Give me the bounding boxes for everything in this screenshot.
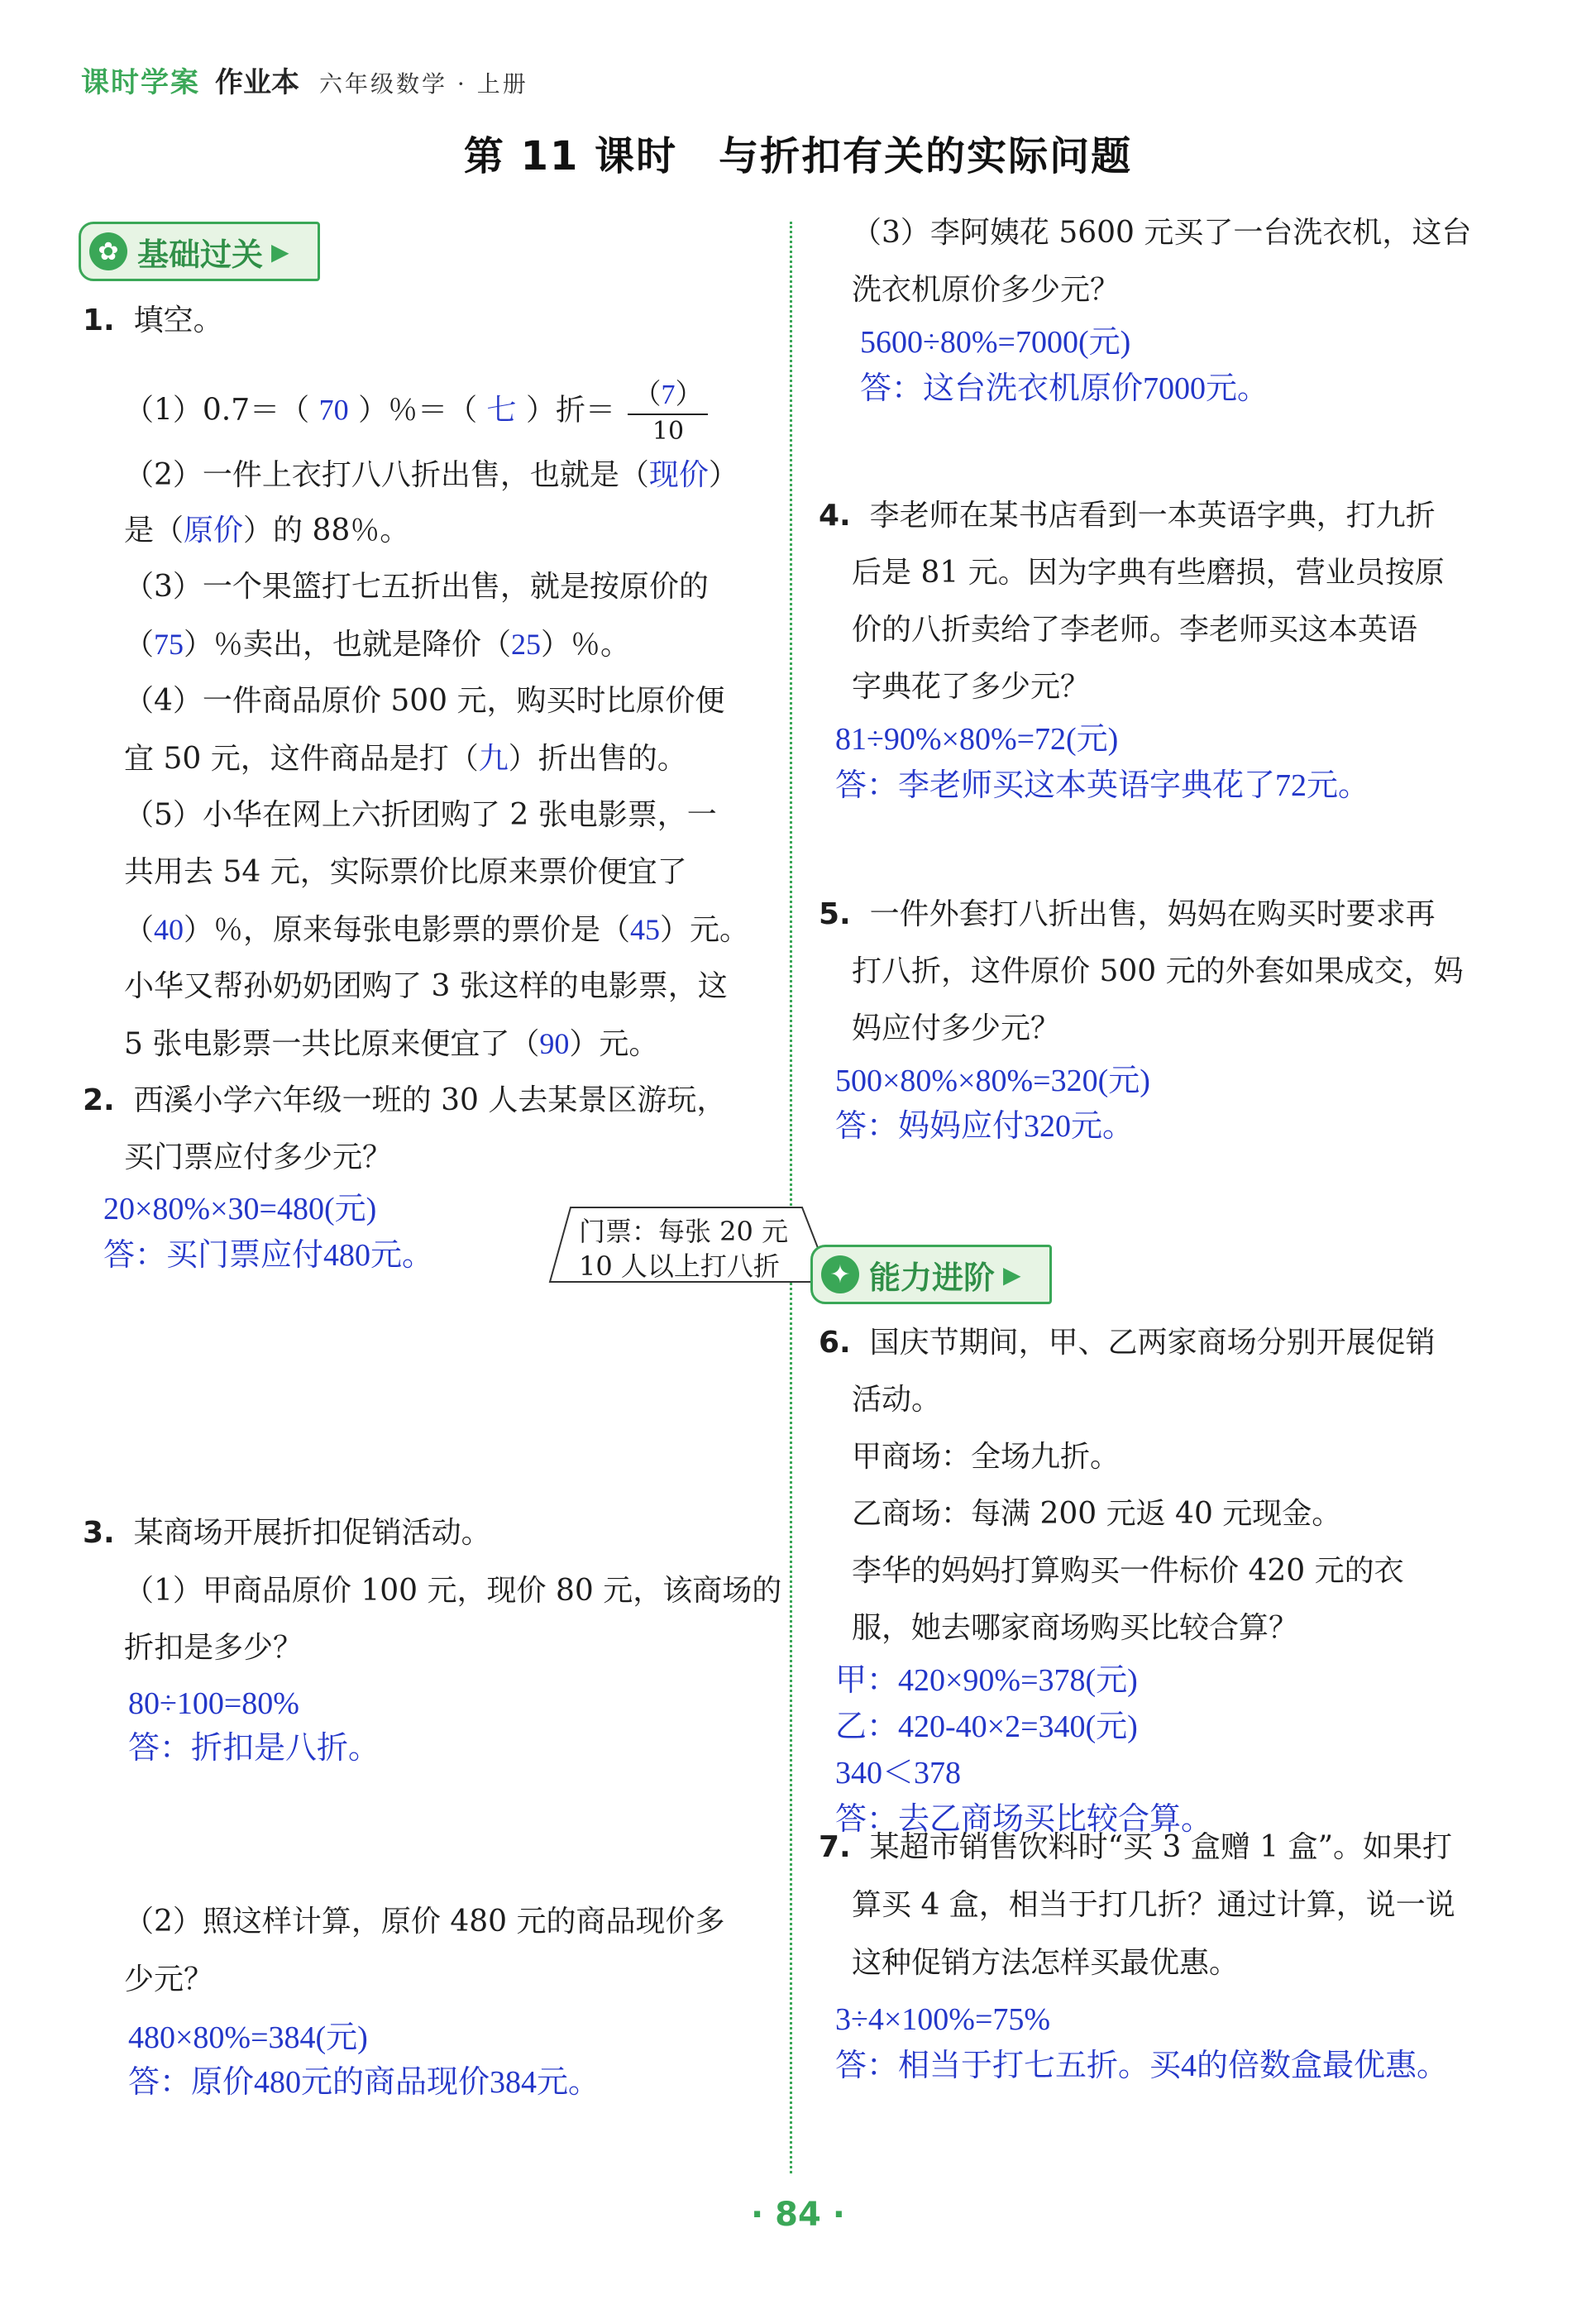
q7-line2: 算买 4 盒，相当于打几折？通过计算，说一说	[852, 1888, 1455, 1922]
runner-icon: ✦	[821, 1255, 859, 1293]
q1p2-fill-1: 现价	[648, 458, 709, 491]
page-number: · 84 ·	[751, 2196, 845, 2234]
q6-calc-2: 乙：420-40×2=340(元)	[835, 1709, 1138, 1744]
grade-label: 六年级数学 · 上册	[319, 70, 528, 98]
q1-text: 填空。	[133, 304, 223, 337]
q2-line2: 买门票应付多少元？	[124, 1140, 393, 1174]
q1-part4-line1: （4）一件商品原价 500 元，购买时比原价便	[124, 684, 725, 718]
q1p5-text-e: ）元。	[569, 1027, 659, 1061]
q1p1-fraction	[628, 376, 708, 448]
q1p2-text-c: 是（	[124, 514, 184, 547]
q1p5-text-c: ）元。	[660, 913, 750, 947]
q1p3-fill-2: 25	[511, 628, 542, 661]
q3-part3-answer: 答：这台洗衣机原价7000元。	[860, 371, 1269, 406]
q4-line1	[819, 496, 1436, 536]
q3-part1-line2: 折扣是多少？	[124, 1631, 303, 1665]
q3-part1-calc: 80÷100=80%	[128, 1686, 299, 1721]
q3-part1-line1: （1）甲商品原价 100 元，现价 80 元，该商场的	[124, 1574, 782, 1608]
q1-stem	[83, 301, 223, 341]
q1-part5-line3	[124, 910, 749, 950]
q1p5-text-a: （	[124, 913, 155, 947]
q3-stem	[83, 1513, 491, 1553]
q3-part1-answer: 答：折扣是八折。	[128, 1731, 380, 1766]
q1p1-fill-3: 7	[661, 380, 676, 410]
q6-line1	[819, 1323, 1436, 1363]
q7-answer: 答：相当于打七五折。买4的倍数盒最优惠。	[835, 2049, 1449, 2083]
q3-part3-calc: 5600÷80%=7000(元)	[860, 325, 1131, 360]
q3-part2-calc: 480×80%=384(元)	[128, 2020, 368, 2055]
q1p5-fill-3: 90	[539, 1027, 570, 1060]
q1p1-fill-2: 七	[486, 393, 517, 427]
q4-calc: 81÷90%×80%=72(元)	[835, 722, 1119, 757]
q1p5-fill-2: 45	[630, 913, 661, 946]
q1-part5-line5	[124, 1024, 658, 1064]
q6-answer: 答：去乙商场买比较合算。	[835, 1802, 1213, 1837]
section-basic	[79, 222, 320, 281]
brand-name: 课时学案	[81, 66, 200, 99]
q1p3-text-a: （	[124, 628, 155, 662]
frac-denominator: 10	[652, 417, 685, 446]
q1-part1	[124, 376, 708, 448]
q7-calc: 3÷4×100%=75%	[835, 2002, 1051, 2037]
q7-text-1: 某超市销售饮料时“买 3 盒赠 1 盒”。如果打	[869, 1830, 1453, 1864]
q3-part2-answer: 答：原价480元的商品现价384元。	[128, 2065, 600, 2100]
lesson-number: 第 11 课时	[463, 133, 678, 179]
q5-line3: 妈应付多少元？	[852, 1011, 1061, 1045]
q3-part2-line2: 少元？	[124, 1963, 214, 1996]
q1-part5-line1: （5）小华在网上六折团购了 2 张电影票，一	[124, 798, 717, 832]
q6-line6: 服，她去哪家商场购买比较合算？	[852, 1611, 1299, 1645]
q3-number: 3.	[83, 1516, 115, 1550]
q1p4-text-b: ）折出售的。	[508, 742, 687, 776]
q3-part2-line1: （2）照这样计算，原价 480 元的商品现价多	[124, 1905, 725, 1939]
q1p3-fill-1: 75	[154, 628, 184, 661]
q1-part4-line2	[124, 739, 687, 779]
book-name: 作业本	[215, 66, 299, 99]
q4-line3: 价的八折卖给了李老师。李老师买这本英语	[852, 613, 1418, 647]
q1-part5-line2: 共用去 54 元，实际票价比原来票价便宜了	[124, 855, 687, 889]
q1p3-text-c: ）％。	[541, 628, 631, 662]
q4-line4: 字典花了多少元？	[852, 670, 1091, 704]
q5-line2: 打八折，这件原价 500 元的外套如果成交，妈	[852, 954, 1464, 988]
q5-number: 5.	[819, 897, 851, 931]
q1p1-text-b: ）％＝（	[358, 393, 478, 428]
q2-calc: 20×80%×30=480(元)	[103, 1192, 377, 1226]
q6-text-1: 国庆节期间，甲、乙两家商场分别开展促销	[869, 1326, 1436, 1360]
q4-text-1: 李老师在某书店看到一本英语字典，打九折	[869, 499, 1436, 533]
frac-paren-close: ）	[675, 378, 704, 411]
section-advanced	[810, 1245, 1052, 1304]
q2-line1	[83, 1081, 726, 1121]
q5-line1	[819, 895, 1436, 935]
q6-line5: 李华的妈妈打算购买一件标价 420 元的衣	[852, 1554, 1404, 1588]
section-basic-label: 基础过关	[137, 236, 264, 273]
q3-part3-line1: （3）李阿姨花 5600 元买了一台洗衣机，这台	[852, 216, 1472, 250]
gear-icon: ✿	[89, 232, 127, 270]
ticket-line-1: 门票：每张 20 元	[579, 1216, 789, 1247]
q2-number: 2.	[83, 1083, 115, 1117]
q6-calc-1: 甲：420×90%=378(元)	[835, 1663, 1138, 1698]
q7-number: 7.	[819, 1830, 851, 1864]
q4-number: 4.	[819, 499, 851, 533]
q6-line4: 乙商场：每满 200 元返 40 元现金。	[852, 1497, 1342, 1531]
q1p5-text-b: ）％，原来每张电影票的票价是（	[184, 913, 631, 947]
q7-line1	[819, 1828, 1452, 1867]
q4-answer: 答：李老师买这本英语字典花了72元。	[835, 768, 1370, 803]
q1-part5-line4: 小华又帮孙奶奶团购了 3 张这样的电影票，这	[124, 969, 728, 1003]
q1p2-text-a: （2）一件上衣打八八折出售，也就是（	[124, 458, 649, 492]
q1-part2-line1	[124, 455, 738, 495]
ticket-line-2: 10 人以上打八折	[579, 1250, 780, 1282]
page-header	[81, 60, 528, 100]
q1p5-fill-1: 40	[154, 913, 184, 946]
q1p3-text-b: ）％卖出，也就是降价（	[184, 628, 512, 662]
q1p1-fill-1: 70	[318, 393, 349, 427]
q1p1-text-c: ）折＝	[526, 393, 616, 428]
q2-text-1: 西溪小学六年级一班的 30 人去某景区游玩，	[133, 1083, 727, 1117]
frac-paren-open: （	[633, 378, 662, 411]
q1p1-text-a: （1）0.7＝（	[124, 393, 310, 428]
q6-number: 6.	[819, 1326, 851, 1360]
q1-part2-line2	[124, 510, 409, 551]
q1p2-text-b: ）	[708, 458, 738, 492]
q5-calc: 500×80%×80%=320(元)	[835, 1064, 1150, 1098]
q1p4-text-a: 宜 50 元，这件商品是打（	[124, 742, 479, 776]
q1-number: 1.	[83, 304, 115, 337]
q5-text-1: 一件外套打八折出售，妈妈在购买时要求再	[869, 897, 1436, 931]
lesson-title	[0, 124, 1596, 181]
q1p5-text-d: 5 张电影票一共比原来便宜了（	[124, 1027, 540, 1061]
q6-line2: 活动。	[852, 1383, 942, 1417]
q1-part3-line2	[124, 624, 630, 665]
column-divider	[790, 222, 792, 2173]
q1p4-fill-1: 九	[478, 742, 509, 775]
q4-line2: 后是 81 元。因为字典有些磨损，营业员按原	[852, 556, 1445, 590]
chevron-right-icon: ▶	[271, 237, 289, 265]
q3-text: 某商场开展折扣促销活动。	[133, 1516, 491, 1550]
q2-answer: 答：买门票应付480元。	[103, 1238, 434, 1273]
q5-answer: 答：妈妈应付320元。	[835, 1109, 1135, 1144]
q3-part3-line2: 洗衣机原价多少元？	[852, 273, 1121, 307]
ticket-sign	[546, 1199, 835, 1290]
q6-calc-3: 340＜378	[835, 1756, 962, 1790]
lesson-topic: 与折扣有关的实际问题	[719, 133, 1133, 179]
q1p2-fill-2: 原价	[184, 514, 244, 547]
section-advanced-label: 能力进阶	[869, 1259, 996, 1296]
q1-part3-line1: （3）一个果篮打七五折出售，就是按原价的	[124, 570, 709, 604]
q6-line3: 甲商场：全场九折。	[852, 1440, 1121, 1474]
q7-line3: 这种促销方法怎样买最优惠。	[852, 1946, 1240, 1980]
chevron-right-icon: ▶	[1003, 1260, 1021, 1288]
q1p2-text-d: ）的 88％。	[243, 514, 410, 547]
